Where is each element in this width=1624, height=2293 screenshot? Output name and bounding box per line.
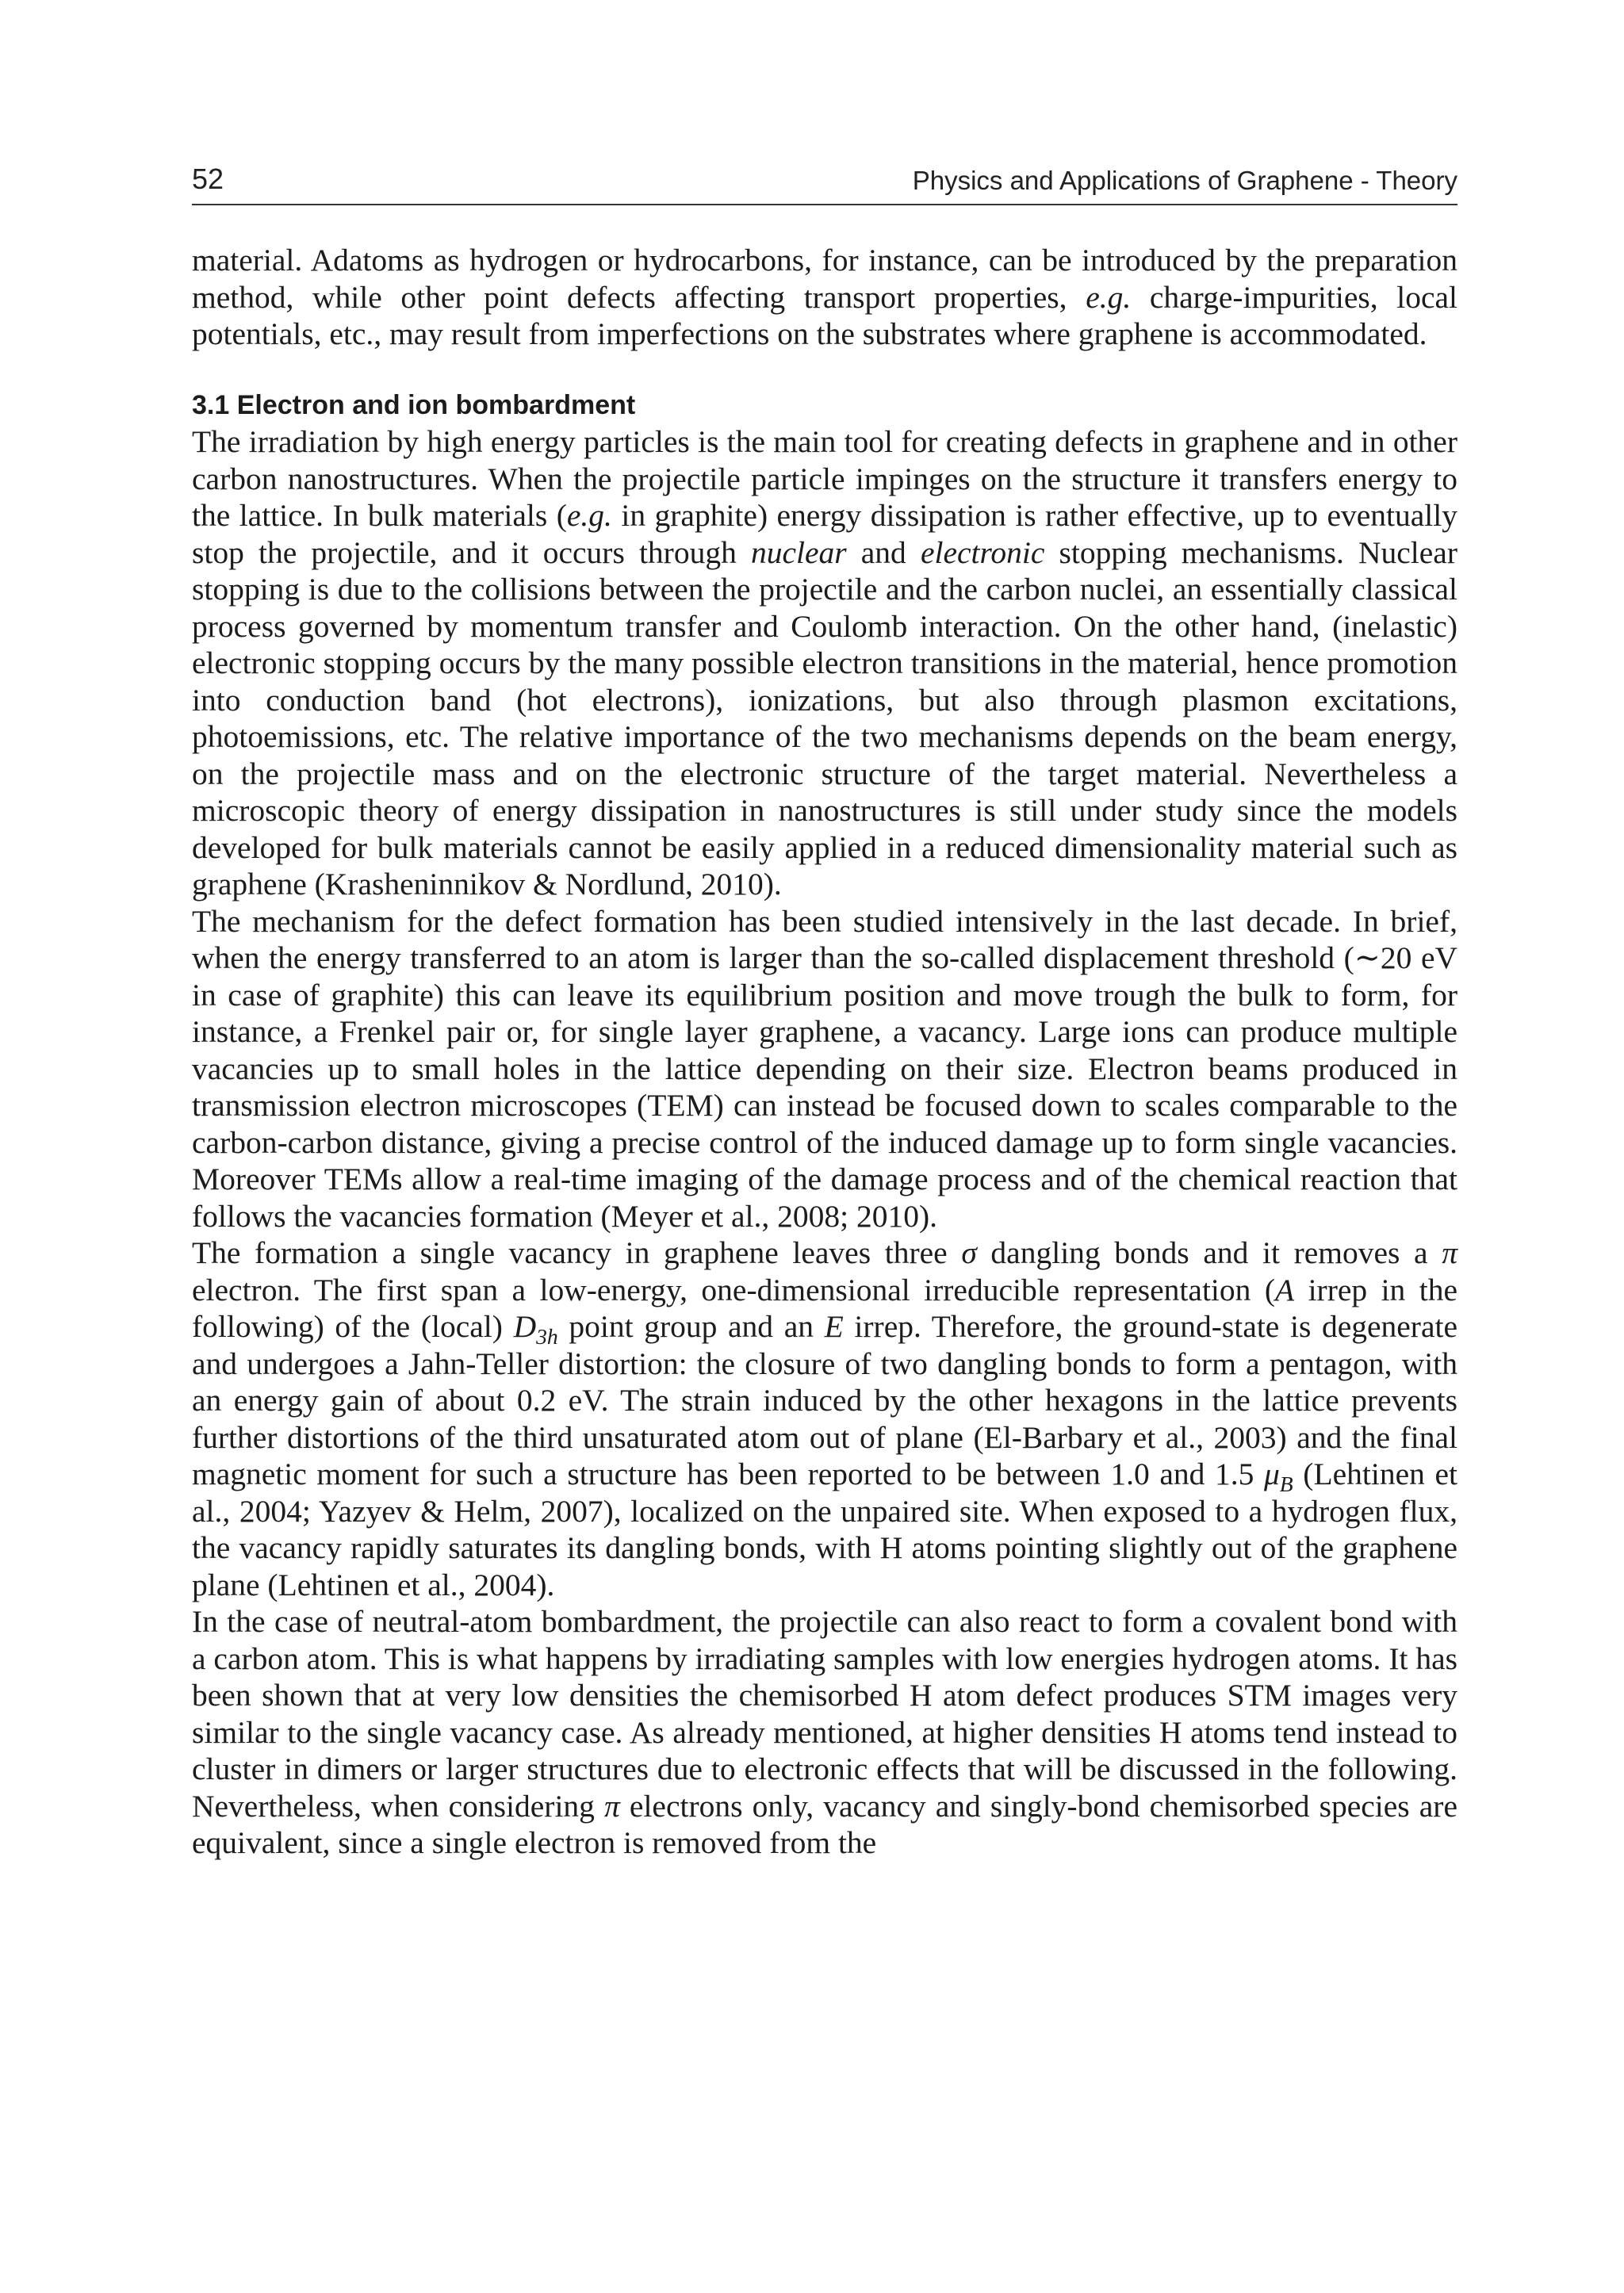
- paragraph-single-vacancy: The formation a single vacancy in graphene leaves three σ dangling bonds and it removes a π electron. The first span a low-energy, one-dimensional irreducible representation (A irrep in the following) of the (local) $D_{3h}$ point group and an E irrep. Therefore, the ground-state is degenerate and undergoes a Jahn-Teller distortion: the closure of two dangling bonds to form a pentagon, with an energy gain of about 0.2 eV. The strain induced by the other hexagons in the lattice prevents further distortions of the third unsaturated atom out of plane (El-Barbary et al., 2003) and the final magnetic moment for such a structure has been reported to be between 1.0 and 1.5 $\mu_B$ (Lehtinen et al., 2004; Yazyev & Helm, 2007), localized on the unpaired site. When exposed to a hydrogen flux, the vacancy rapidly saturates its dangling bonds, with H atoms pointing slightly out of the graphene plane (Lehtinen et al., 2004).: [192, 1235, 1458, 1602]
- paragraph-bombardment: The irradiation by high energy particles is the main tool for creating defects in graphene and in other carbon nanostructures. When the projectile particle impinges on the structure it transfers energy to the lattice. In bulk materials (e.g. in graphite) energy dissipation is rather effective, up to eventually stop the projectile, and it occurs through nuclear and electronic stopping mechanisms. Nuclear stopping is due to the collisions between the projectile and the carbon nuclei, an essentially classical process governed by momentum transfer and Coulomb interaction. On the other hand, (inelastic) electronic stopping occurs by the many possible electron transitions in the material, hence promotion into conduction band (hot electrons), ionizations, but also through plasmon excitations, photoemissions, etc. The relative importance of the two mechanisms depends on the beam energy, on the projectile mass and on the electronic structure of the target material. Nevertheless a microscopic theory of energy dissipation in nanostructures is still under study since the models developed for bulk materials cannot be easily applied in a reduced dimensionality material such as graphene (Krasheninnikov & Nordlund, 2010).: [192, 424, 1457, 902]
- intro-paragraph: material. Adatoms as hydrogen or hydrocarbons, for instance, can be introduced by the preparation method, while other point defects affecting transport properties, e.g. charge-impurities, local potentials, etc., may result from imperfections on the substrates where graphene is accommodated.: [192, 243, 1457, 351]
- running-title: Physics and Applications of Graphene - Theory: [912, 166, 1457, 195]
- paragraph-defect-formation: The mechanism for the defect formation has been studied intensively in the last decade. In brief, when the energy transferred to an atom is larger than the so-called displacement threshold (∼20 eV in case of graphite) this can leave its equilibrium position and move trough the bulk to form, for instance, a Frenkel pair or, for single layer graphene, a vacancy. Large ions can produce multiple vacancies up to small holes in the lattice depending on their size. Electron beams produced in transmission electron microscopes (TEM) can instead be focused down to scales comparable to the carbon-carbon distance, giving a precise control of the induced damage up to form single vacancies. Moreover TEMs allow a real-time imaging of the damage process and of the chemical reaction that follows the vacancies formation (Meyer et al., 2008; 2010).: [192, 903, 1457, 1234]
- section-heading: 3.1 Electron and ion bombardment: [192, 389, 636, 420]
- page-number: 52: [192, 163, 224, 195]
- page-header: [192, 163, 1457, 205]
- paragraph-neutral-atom: In the case of neutral-atom bombardment, the projectile can also react to form a covalent bond with a carbon atom. This is what happens by irradiating samples with low energies hydrogen atoms. It has been shown that at very low densities the chemisorbed H atom defect produces STM images very similar to the single vacancy case. As already mentioned, at higher densities H atoms tend instead to cluster in dimers or larger structures due to electronic effects that will be discussed in the following. Nevertheless, when considering π electrons only, vacancy and singly-bond chemisorbed species are equivalent, since a single electron is removed from the: [192, 1604, 1457, 1860]
- page-body: [192, 242, 1457, 1862]
